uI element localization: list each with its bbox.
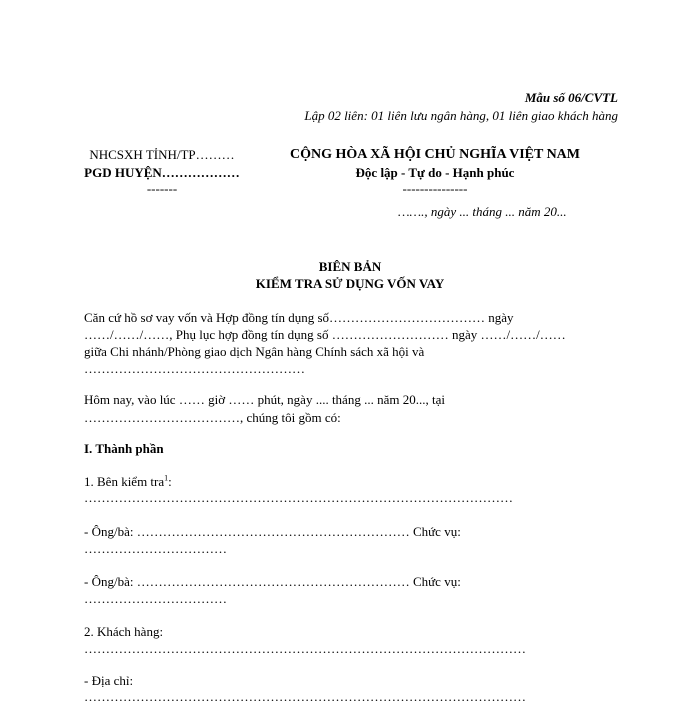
national-title: CỘNG HÒA XÃ HỘI CHỦ NGHĨA VIỆT NAM [289, 147, 580, 162]
doc-subtitle: KIỂM TRA SỬ DỤNG VỐN VAY [255, 276, 445, 291]
para2-line1: Hôm nay, vào lúc …… giờ …… phút, ngày .... tháng ... năm 20..., tại [84, 392, 445, 407]
address-dots: ………………………………………………………………………………………… [84, 689, 526, 704]
national-motto: Độc lập - Tự do - Hạnh phúc [355, 165, 515, 180]
footnote-marker: 1 [164, 473, 169, 483]
section-heading: I. Thành phần [84, 441, 164, 456]
issuer-line1: NHCSXH TỈNH/TP……… [89, 147, 235, 162]
person2-line: - Ông/bà: ……………………………………………………… Chức vụ: [84, 574, 461, 589]
inspector-label-colon: : [168, 474, 172, 489]
issuer-line2: PGD HUYỆN……………… [84, 165, 240, 180]
customer-label: 2. Khách hàng: [84, 624, 164, 639]
para1-line2: ……/……/……, Phụ lục hợp đồng tín dụng số ……………………… ngày ……/……/…… [84, 327, 566, 342]
inspector-label-text: 1. Bên kiểm tra [84, 474, 165, 489]
para1-line4: …………………………………………… [84, 361, 305, 376]
date-line: ……., ngày ... tháng ... năm 20... [398, 204, 567, 219]
issuer-rule: ------- [146, 181, 178, 196]
person2-dots: …………………………… [84, 591, 227, 606]
person1-dots: …………………………… [84, 541, 227, 556]
address-label: - Địa chỉ: [84, 673, 134, 688]
inspector-dots: ……………………………………………………………………………………… [84, 490, 513, 505]
para2-line2: ………………………………, chúng tôi gồm có: [84, 410, 341, 425]
copies-note: Lập 02 liên: 01 liên lưu ngân hàng, 01 liên giao khách hàng [304, 108, 618, 123]
form-number: Mẫu số 06/CVTL [524, 90, 618, 105]
person1-line: - Ông/bà: ……………………………………………………… Chức vụ: [84, 524, 461, 539]
customer-dots: ………………………………………………………………………………………… [84, 641, 526, 656]
inspector-label [84, 474, 172, 490]
doc-title: BIÊN BẢN [318, 259, 382, 274]
para1-line1: Căn cứ hồ sơ vay vốn và Hợp đồng tín dụng số……………………………… ngày [84, 310, 514, 325]
para1-line3: giữa Chi nhánh/Phòng giao dịch Ngân hàng Chính sách xã hội và [84, 344, 425, 359]
motto-rule: --------------- [402, 181, 468, 196]
